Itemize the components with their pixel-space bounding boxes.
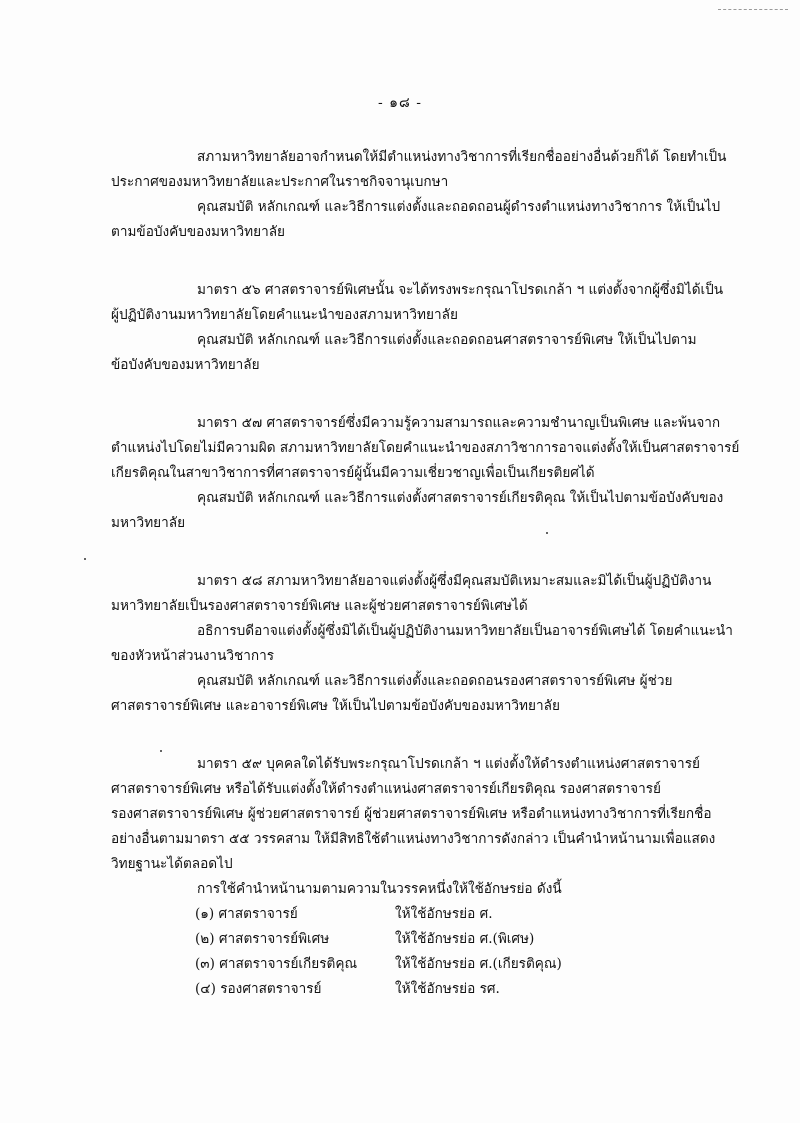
title-abbreviation: ให้ใช้อักษรย่อ รศ. (395, 981, 500, 997)
title-term: (๓) ศาสตราจารย์เกียรติคุณ (195, 956, 358, 972)
text-line: ตำแหน่งไปโดยไม่มีความผิด สภามหาวิทยาลัยโดยคำแนะนำของสภาวิชาการอาจแต่งตั้งให้เป็นศาสตราจารย์ (111, 440, 740, 456)
title-term: (๔) รองศาสตราจารย์ (195, 981, 322, 997)
scan-artifact-line (718, 9, 788, 10)
text-line: ประกาศของมหาวิทยาลัยและประกาศในราชกิจจานุเบกษา (111, 174, 449, 190)
list-item (111, 927, 711, 952)
section-58 (111, 569, 711, 619)
scan-speck (84, 558, 86, 560)
title-term: (๒) ศาสตราจารย์พิเศษ (195, 931, 330, 947)
text-line: คุณสมบัติ หลักเกณฑ์ และวิธีการแต่งตั้งศาสตราจารย์เกียรติคุณ ให้เป็นไปตามข้อบังคับของ (197, 490, 724, 506)
text-line: วิทยฐานะได้ตลอดไป (111, 856, 233, 872)
paragraph-academic-titles-other (111, 145, 727, 195)
text-line: มาตรา ๕๙ บุคคลใดได้รับพระกรุณาโปรดเกล้า ฯ แต่งตั้งให้ดำรงตำแหน่งศาสตราจารย์ (197, 756, 700, 772)
text-line: มหาวิทยาลัยเป็นรองศาสตราจารย์พิเศษ และผู้ช่วยศาสตราจารย์พิเศษได้ (111, 598, 528, 614)
text-line: สภามหาวิทยาลัยอาจกำหนดให้มีตำแหน่งทางวิชาการที่เรียกชื่ออย่างอื่นด้วยก็ได้ โดยทำเป็น (197, 149, 727, 165)
text-line: มาตรา ๕๗ ศาสตราจารย์ซึ่งมีความรู้ความสามารถและความชำนาญเป็นพิเศษ และพ้นจาก (197, 415, 721, 431)
text-line: เกียรติคุณในสาขาวิชาการที่ศาสตราจารย์ผู้นั้นมีความเชี่ยวชาญเพื่อเป็นเกียรติยศได้ (111, 465, 595, 481)
text-line: ผู้ปฏิบัติงานมหาวิทยาลัยโดยคำแนะนำของสภามหาวิทยาลัย (111, 307, 458, 323)
section-56 (111, 278, 724, 328)
text-line: คุณสมบัติ หลักเกณฑ์ และวิธีการแต่งตั้งและถอดถอนรองศาสตราจารย์พิเศษ ผู้ช่วย (197, 673, 673, 689)
title-term: (๑) ศาสตราจารย์ (195, 906, 298, 922)
page-number: - ๑๘ - (377, 95, 423, 111)
text-line: ข้อบังคับของมหาวิทยาลัย (111, 357, 260, 373)
document-body (111, 145, 740, 1002)
paragraph-emeritus-rules (111, 486, 724, 536)
text-line: มหาวิทยาลัย (111, 515, 186, 531)
text-line: ของหัวหน้าส่วนงานวิชาการ (111, 648, 275, 664)
scan-speck (546, 532, 548, 534)
list-item (111, 977, 711, 1002)
text-line: ตามข้อบังคับของมหาวิทยาลัย (111, 224, 286, 240)
text-line: มาตรา ๕๖ ศาสตราจารย์พิเศษนั้น จะได้ทรงพระกรุณาโปรดเกล้า ฯ แต่งตั้งจากผู้ซึ่งมิได้เป็น (197, 282, 724, 298)
paragraph-abbreviation-intro (111, 877, 711, 902)
section-59 (111, 752, 716, 877)
text-line: คุณสมบัติ หลักเกณฑ์ และวิธีการแต่งตั้งและถอดถอนศาสตราจารย์พิเศษ ให้เป็นไปตาม (197, 332, 697, 348)
text-line: ศาสตราจารย์พิเศษ และอาจารย์พิเศษ ให้เป็นไปตามข้อบังคับของมหาวิทยาลัย (111, 698, 560, 714)
text-line: ศาสตราจารย์พิเศษ หรือได้รับแต่งตั้งให้ดำรงตำแหน่งศาสตราจารย์เกียรติคุณ รองศาสตราจารย์ (111, 781, 662, 797)
text-line: การใช้คำนำหน้านามตามความในวรรคหนึ่งให้ใช้อักษรย่อ ดังนี้ (197, 881, 562, 897)
text-line: มาตรา ๕๘ สภามหาวิทยาลัยอาจแต่งตั้งผู้ซึ่งมีคุณสมบัติเหมาะสมและมิได้เป็นผู้ปฏิบัติงาน (197, 573, 712, 589)
paragraph-special-professor-rules (111, 328, 711, 378)
paragraph-qualifications (111, 195, 721, 245)
title-abbreviation: ให้ใช้อักษรย่อ ศ. (395, 906, 493, 922)
scan-speck (160, 750, 162, 752)
title-abbreviation: ให้ใช้อักษรย่อ ศ.(พิเศษ) (395, 931, 535, 947)
list-item (111, 902, 711, 927)
text-line: รองศาสตราจารย์พิเศษ ผู้ช่วยศาสตราจารย์ ผู้ช่วยศาสตราจารย์พิเศษ หรือตำแหน่งทางวิชาการที่เรียกชื่อ (111, 806, 712, 822)
text-line: คุณสมบัติ หลักเกณฑ์ และวิธีการแต่งตั้งและถอดถอนผู้ดำรงตำแหน่งทางวิชาการ ให้เป็นไป (197, 199, 721, 215)
text-line: อย่างอื่นตามมาตรา ๕๕ วรรคสาม ให้มีสิทธิใช้ตำแหน่งทางวิชาการดังกล่าว เป็นคำนำหน้านามเพื่อแสดง (111, 831, 716, 847)
title-abbreviation: ให้ใช้อักษรย่อ ศ.(เกียรติคุณ) (395, 956, 562, 972)
paragraph-special-lecturer (111, 619, 733, 669)
paragraph-special-associate-rules (111, 669, 711, 719)
list-item (111, 952, 711, 977)
text-line: อธิการบดีอาจแต่งตั้งผู้ซึ่งมิได้เป็นผู้ปฏิบัติงานมหาวิทยาลัยเป็นอาจารย์พิเศษได้ โดยคำแนะนำ (197, 623, 733, 639)
abbreviation-list (111, 902, 711, 1002)
section-57 (111, 411, 740, 486)
